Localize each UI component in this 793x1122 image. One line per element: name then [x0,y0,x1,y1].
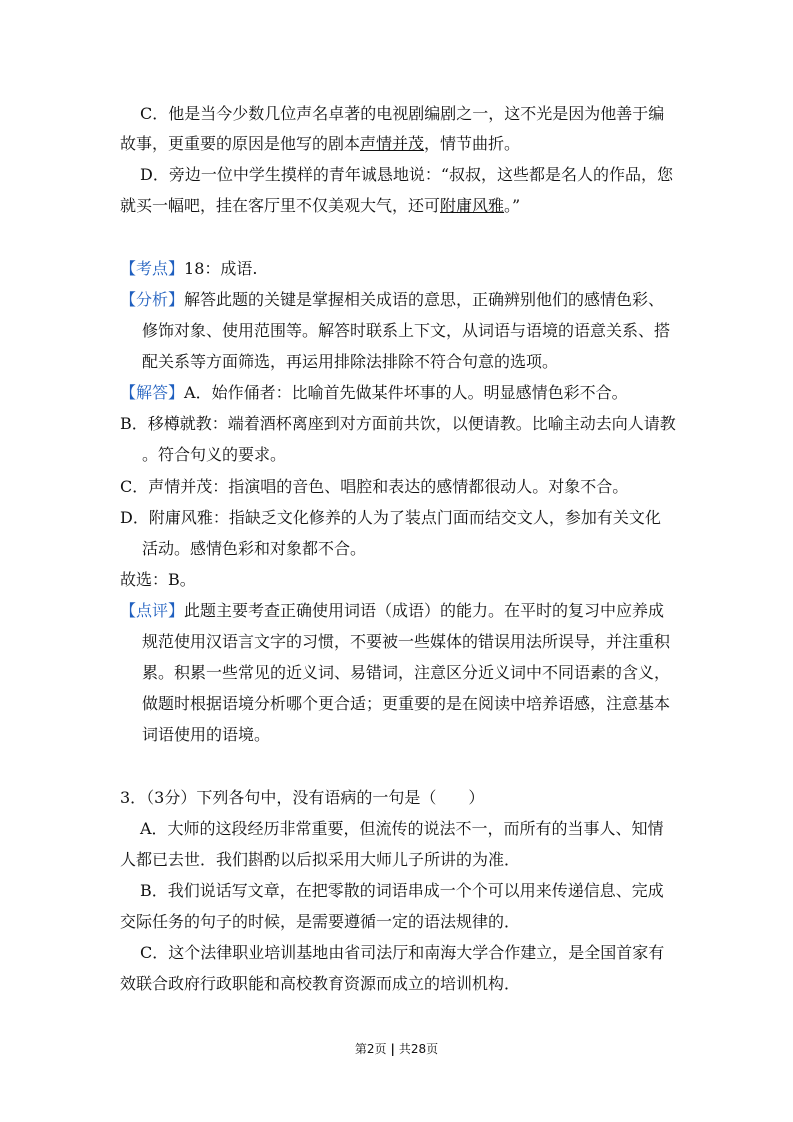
jieda-line-b2: 。符合句义的要求。 [142,445,287,464]
jieda-answer: 故选：B。 [120,570,196,589]
option-d-underlined-idiom: 附庸风雅 [440,196,505,215]
kaodian-line [120,259,680,279]
question-3-option-a-line-2: 人都已去世．我们斟酌以后拟采用大师儿子所讲的为准． [120,850,521,869]
jieda-text-a: A．始作俑者：比喻首先做某件坏事的人。明显感情色彩不合。 [184,383,628,402]
fenxi-line-2: 修饰对象、使用范围等。解答时联系上下文，从词语与语境的语意关系、搭 [142,321,671,340]
fenxi-line-1 [120,290,680,310]
jieda-line-b1: B．移樽就教：端着酒杯离座到对方面前共饮，以便请教。比喻主动去向人请教 [120,414,676,433]
kaodian-tag: 【考点】 [120,259,185,278]
option-c-line-2 [120,134,680,154]
dianping-line-5: 词语使用的语境。 [142,725,271,744]
option-c-underlined-idiom: 声情并茂 [360,134,425,153]
option-c-text-a: 故事，更重要的原因是他写的剧本 [120,134,361,153]
jieda-line-d2: 活动。感情色彩和对象都不合。 [142,539,367,558]
question-3-option-a-line-1: A．大师的这段经历非常重要，但流传的说法不一，而所有的当事人、知情 [140,819,664,838]
dianping-text-1: 此题主要考查正确使用词语（成语）的能力。在平时的复习中应养成 [184,601,665,620]
page-footer [0,1040,793,1057]
fenxi-tag: 【分析】 [120,290,185,309]
question-3-option-c-line-2: 效联合政府行政职能和高校教育资源而成立的培训机构． [120,974,521,993]
fenxi-line-3: 配关系等方面筛选，再运用排除法排除不符合句意的选项。 [142,352,559,371]
jieda-line-d1: D．附庸风雅：指缺乏文化修养的人为了装点门面而结交文人，参加有关文化 [120,508,661,527]
jieda-tag: 【解答】 [120,383,185,402]
footer-separator: | [390,1042,395,1056]
question-3-option-c-line-1: C．这个法律职业培训基地由省司法厅和南海大学合作建立，是全国首家有 [140,943,665,962]
jieda-line-c: C．声情并茂：指演唱的音色、唱腔和表达的感情都很动人。对象不合。 [120,477,629,496]
option-c-line-1: C．他是当今少数几位声名卓著的电视剧编剧之一，这不光是因为他善于编 [140,104,665,123]
dianping-line-3: 累。积累一些常见的近义词、易错词，注意区分近义词中不同语素的含义， [142,663,671,682]
fenxi-text-1: 解答此题的关键是掌握相关成语的意思，正确辨别他们的感情色彩、 [184,290,665,309]
kaodian-text: 18：成语. [184,259,258,278]
question-3-option-b-line-1: B．我们说话写文章，在把零散的词语串成一个个可以用来传递信息、完成 [140,881,664,900]
option-d-line-2 [120,196,680,216]
dianping-tag: 【点评】 [120,601,185,620]
dianping-line-2: 规范使用汉语言文字的习惯，不要被一些媒体的错误用法所误导，并注重积 [142,632,671,651]
question-3-stem: 3．（3分）下列各句中，没有语病的一句是（ ） [120,788,485,807]
dianping-line-1 [120,601,680,621]
option-d-line-1: D．旁边一位中学生摸样的青年诚恳地说：“叔叔，这些都是名人的作品，您 [140,165,674,184]
footer-total-pages: 共28页 [398,1042,439,1056]
option-d-text-a: 就买一幅吧，挂在客厅里不仅美观大气，还可 [120,196,441,215]
option-c-text-b: ，情节曲折。 [424,134,521,153]
dianping-line-4: 做题时根据语境分析哪个更合适；更重要的是在阅读中培养语感，注意基本 [142,694,671,713]
question-3-option-b-line-2: 交际任务的句子的时候，是需要遵循一定的语法规律的． [120,912,521,931]
footer-page-number: 第2页 [354,1042,387,1056]
jieda-line-a [120,383,680,403]
option-d-text-b: 。” [504,196,521,215]
